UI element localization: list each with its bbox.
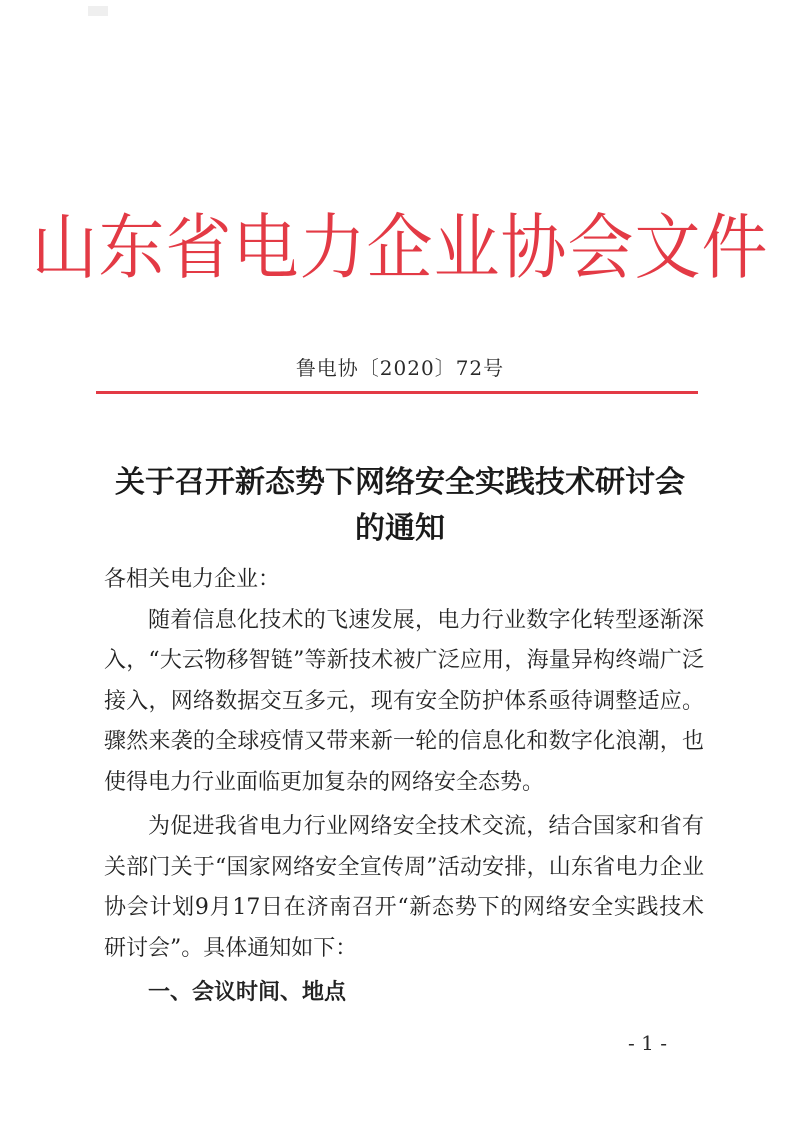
title-line-1: 关于召开新态势下网络安全实践技术研讨会	[115, 465, 685, 500]
document-body	[104, 560, 704, 1014]
document-title	[0, 460, 800, 552]
document-header: 山东省电力企业协会文件	[31, 205, 769, 290]
salutation: 各相关电力企业：	[104, 567, 281, 592]
body-paragraph-2: 为促进我省电力行业网络安全技术交流，结合国家和省有关部门关于“国家网络安全宣传周”活动安排，山东省电力企业协会计划9月17日在济南召开“新态势下的网络安全实践技术研讨会”。具体通知如下：	[104, 814, 704, 961]
red-divider-line	[96, 391, 698, 394]
body-paragraph-1: 随着信息化技术的飞速发展，电力行业数字化转型逐渐深入，“大云物移智链”等新技术被广泛应用，海量异构终端广泛接入，网络数据交互多元，现有安全防护体系亟待调整适应。骤然来袭的全球疫情又带来新一轮的信息化和数字化浪潮，也使得电力行业面临更加复杂的网络安全态势。	[104, 607, 704, 795]
section-heading: 一、会议时间、地点	[148, 980, 347, 1005]
page-number: - 1 -	[628, 1031, 667, 1055]
title-line-2: 的通知	[355, 511, 445, 546]
document-number: 鲁电协〔2020〕72号	[295, 356, 505, 380]
scan-artifact	[88, 6, 108, 16]
